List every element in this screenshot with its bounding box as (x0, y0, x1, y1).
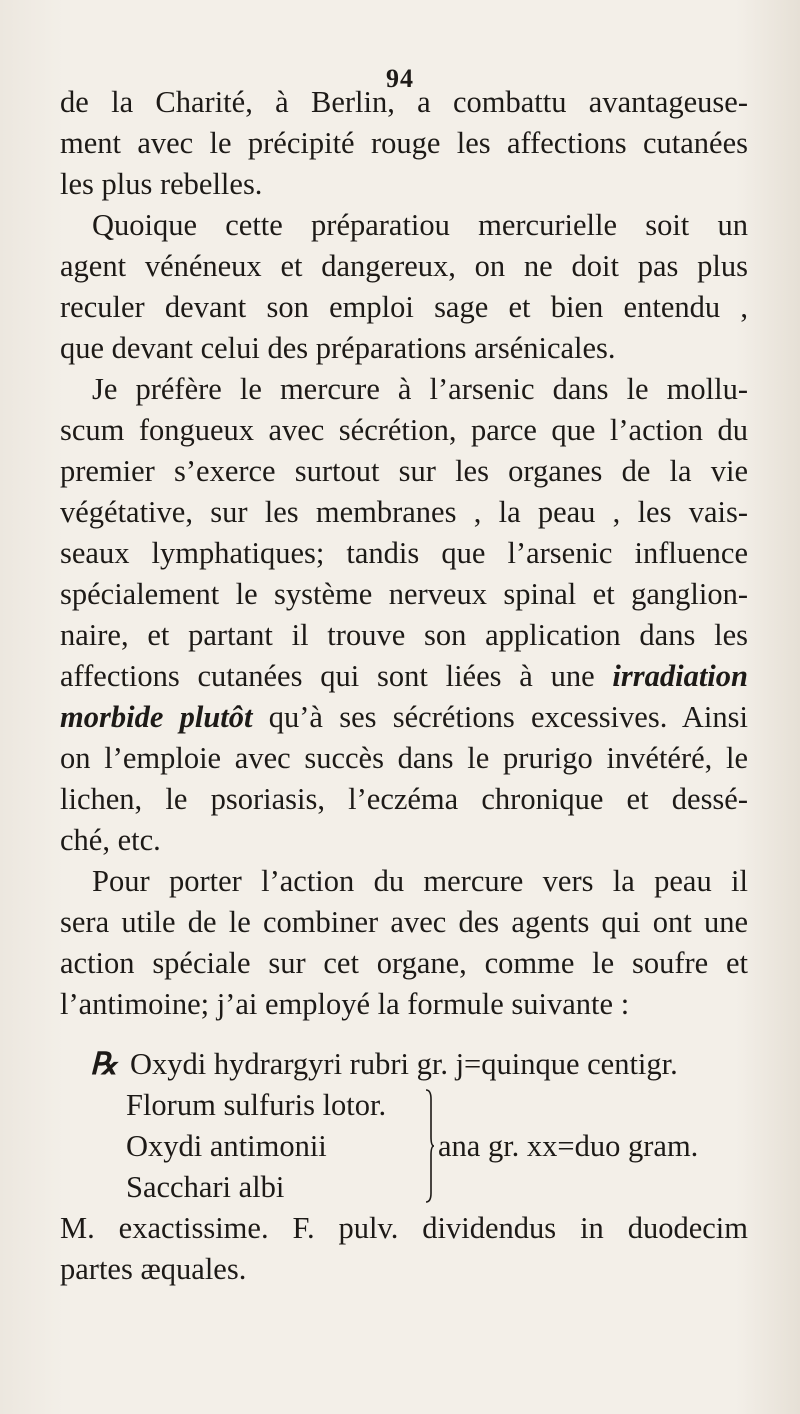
text-line: reculer devant son emploi sage et bien entendu , (60, 290, 748, 324)
text-segment: qu’à ses sécrétions excessives. Ainsi (252, 700, 748, 734)
formula-first-line (60, 1044, 760, 1085)
text-line: on l’emploie avec succès dans le prurigo invétéré, le (60, 741, 748, 775)
formula-text: Oxydi hydrargyri rubri gr. j=quinque centigr. (130, 1047, 678, 1081)
text-line: premier s’exerce surtout sur les organes de la vie (60, 454, 748, 488)
text-line: Je préfère le mercure à l’arsenic dans le mollu- (92, 372, 748, 406)
text-line: végétative, sur les membranes , la peau , les vais- (60, 495, 748, 529)
text-line: lichen, le psoriasis, l’eczéma chronique et dessé- (60, 782, 748, 816)
text-line: agent vénéneux et dangereux, on ne doit pas plus (60, 249, 748, 283)
ingredient-line: Florum sulfuris lotor. (126, 1088, 387, 1122)
instruction-line: partes æquales. (60, 1252, 247, 1286)
text-line: seaux lymphatiques; tandis que l’arsenic influence (60, 536, 748, 570)
text-line: de la Charité, à Berlin, a combattu avantageuse- (60, 85, 748, 119)
text-line: que devant celui des préparations arsénicales. (60, 331, 616, 365)
text-line: scum fongueux avec sécrétion, parce que l’action du (60, 413, 748, 447)
text-line: action spéciale sur cet organe, comme le soufre et (60, 946, 748, 980)
text-line: les plus rebelles. (60, 167, 263, 201)
text-line: l’antimoine; j’ai employé la formule suivante : (60, 987, 630, 1021)
text-line: sera utile de le combiner avec des agents qui ont une (60, 905, 748, 939)
text-line: ment avec le précipité rouge les affections cutanées (60, 126, 748, 160)
text-line: spécialement le système nerveux spinal et ganglion- (60, 577, 748, 611)
text-segment: affections cutanées qui sont liées à une (60, 659, 613, 693)
prescription-formula (60, 1044, 760, 1290)
italic-term: irradiation (612, 659, 748, 693)
page-number: 94 (386, 64, 414, 93)
text-line: Pour porter l’action du mercure vers la peau il (92, 864, 748, 898)
text-line: naire, et partant il trouve son application dans les (60, 618, 748, 652)
ingredient-line: Sacchari albi (126, 1170, 285, 1204)
rx-symbol: ℞ (90, 1047, 118, 1081)
ingredient-line: Oxydi antimonii (126, 1129, 327, 1163)
text-line-mixed (60, 697, 748, 738)
instruction-line: M. exactissime. F. pulv. dividendus in duodecim (60, 1211, 748, 1245)
body-text (60, 82, 748, 1025)
ingredient-group (60, 1085, 760, 1208)
text-line-mixed (60, 656, 748, 697)
text-line: ché, etc. (60, 823, 161, 857)
text-line: Quoique cette préparatiou mercurielle soit un (92, 208, 748, 242)
dose-text: ana gr. xx=duo gram. (438, 1129, 699, 1163)
right-brace-icon (425, 1089, 435, 1203)
italic-term: morbide plutôt (60, 700, 253, 734)
